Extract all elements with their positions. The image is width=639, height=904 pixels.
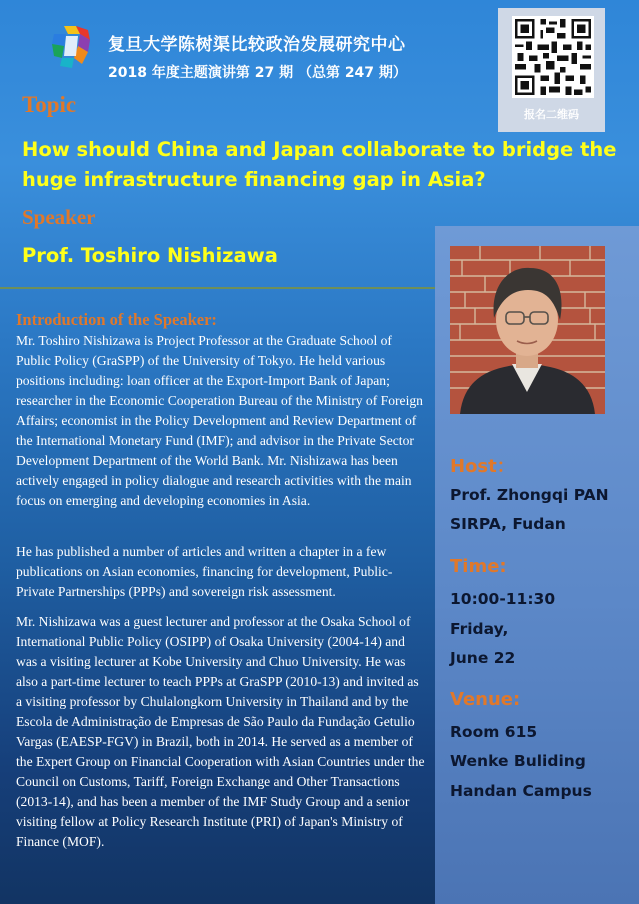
venue-room: Room 615 (450, 723, 538, 741)
venue-campus: Handan Campus (450, 782, 592, 800)
lecture-series-number: 2018 年度主题演讲第 27 期 （总第 247 期） (108, 65, 407, 81)
qr-registration-box (498, 8, 605, 132)
bio-paragraph-1: Mr. Toshiro Nishizawa is Project Professor at the Graduate School of Public Policy (GraSPP) of the University of Tokyo. He held various positions including: loan officer at the Export-Import Bank of Japan; researcher in the Economic Cooperation Bureau of the Ministry of Foreign Affairs; economist in the Policy Development and Review Department of the International Monetary Fund (IMF); and advisor in the Private Sector Development Department of the World Bank. Mr. Nishizawa has been actively engaged in policy dialogue and research activities with the main focus on emerging and developing economies in Asia. (16, 333, 423, 508)
speaker-name: Prof. Toshiro Nishizawa (22, 244, 278, 267)
speaker-photo (450, 246, 605, 414)
time-date: June 22 (450, 649, 516, 667)
venue-label: Venue: (450, 689, 521, 710)
speaker-label: Speaker (22, 205, 96, 229)
venue-building: Wenke Buliding (450, 752, 586, 770)
intro-heading: Introduction of the Speaker: (16, 310, 217, 329)
host-affiliation: SIRPA, Fudan (450, 515, 566, 533)
organization-title: 复旦大学陈树渠比较政治发展研究中心 (108, 35, 406, 55)
bio-paragraph-2: He has published a number of articles and written a chapter in a few publications on Asian economies, financing for development, Public-Private Partnerships (PPPs) and sovereign risk assessment. (16, 544, 393, 599)
time-label: Time: (450, 556, 507, 577)
host-name: Prof. Zhongqi PAN (450, 486, 609, 504)
host-label: Host： (450, 456, 515, 477)
center-logo (50, 24, 94, 70)
lecture-title: How should China and Japan collaborate to bridge the huge infrastructure financing gap in Asia? (22, 138, 617, 191)
bio-paragraph-3: Mr. Nishizawa was a guest lecturer and professor at the Osaka School of International Public Policy (OSIPP) of Osaka University (2004-14) and was a visiting lecturer at Kobe University and Chuo University. He was also a part-time lecturer to teach PPPs at GraSPP (2010-13) and invited as a visiting professor by Chulalongkorn University in Thailand and by the Escola de Administração de Empresas de São Paulo da Fundação Getulio Vargas (EAESP-FGV) in Brazil, both in 2014. He served as a member of the Expert Group on Financial Cooperation with Asian Countries under the Council on Customs, Tariff, Foreign Exchange and Other Transactions (2013-14), and has been a member of the IMF Study Group and a senior visiting fellow at Policy Research Institute (PRI) of Japan's Ministry of Finance (MOF). (16, 614, 425, 849)
time-range: 10:00-11:30 (450, 590, 556, 608)
section-divider (0, 287, 440, 289)
qr-code-icon (512, 16, 594, 98)
topic-label: Topic (22, 92, 77, 117)
qr-caption: 报名二维码 (524, 108, 579, 121)
time-weekday: Friday, (450, 620, 509, 638)
